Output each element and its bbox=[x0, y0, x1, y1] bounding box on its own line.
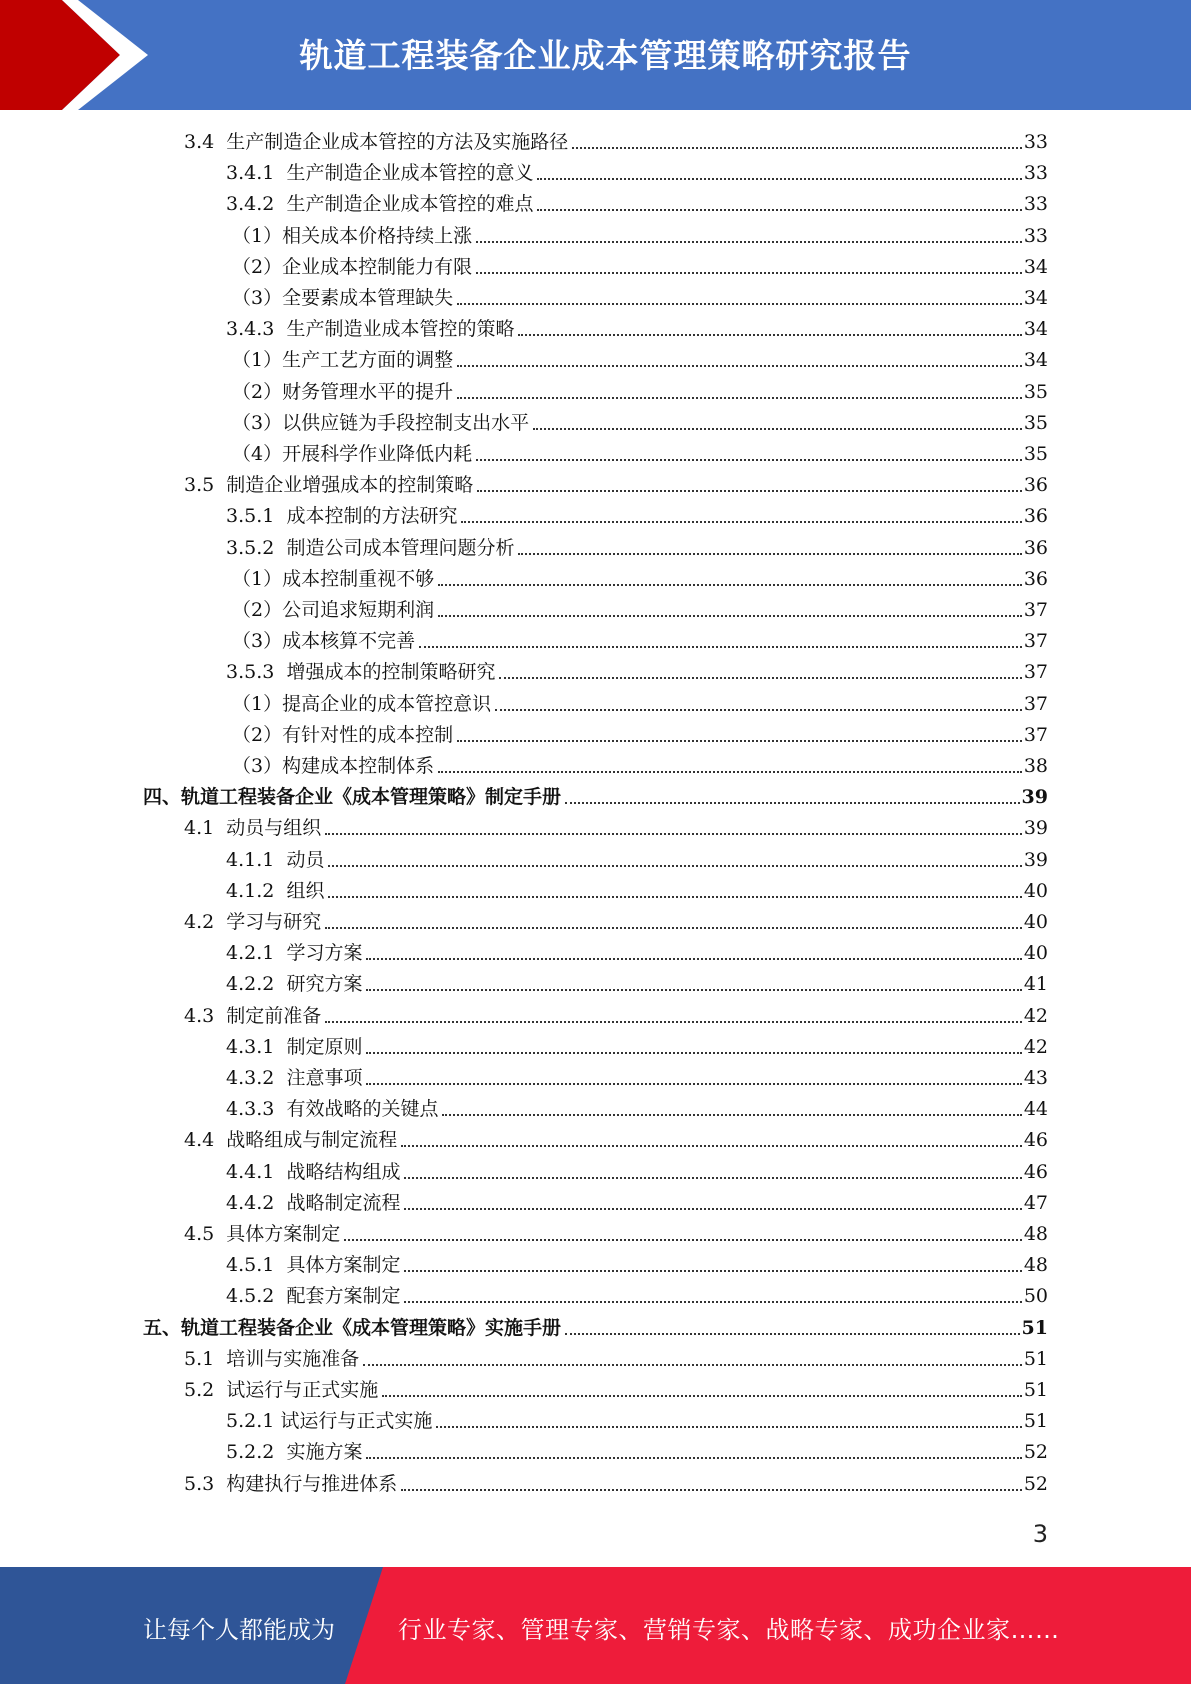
toc-entry[interactable] bbox=[226, 1032, 1048, 1063]
toc-entry-number: 4.3.2 bbox=[226, 1067, 287, 1089]
toc-entry[interactable] bbox=[232, 345, 1048, 376]
toc-entry-page: 33 bbox=[1023, 224, 1048, 247]
toc-entry-title: 轨道工程装备企业《成本管理策略》制定手册 bbox=[181, 786, 562, 809]
toc-entry-title: 注意事项 bbox=[286, 1067, 363, 1089]
toc-entry-page: 48 bbox=[1023, 1223, 1048, 1245]
toc-leader-dots bbox=[366, 957, 1021, 960]
toc-entry-title: 制造企业增强成本的控制策略 bbox=[226, 474, 474, 497]
toc-entry-title: 培训与实施准备 bbox=[226, 1347, 360, 1370]
toc-entry-title: 战略组成与制定流程 bbox=[226, 1129, 398, 1152]
toc-entry-number: 3.5.2 bbox=[226, 536, 287, 559]
toc-entry-title: 财务管理水平的提升 bbox=[282, 380, 454, 403]
toc-entry-number: 4.2.1 bbox=[226, 942, 287, 965]
toc-entry-number: 4.4.1 bbox=[226, 1160, 287, 1183]
toc-leader-dots bbox=[438, 583, 1022, 586]
toc-entry-title: 生产制造企业成本管控的难点 bbox=[286, 193, 534, 216]
toc-entry-title: 成本控制重视不够 bbox=[282, 567, 435, 590]
toc-entry[interactable] bbox=[232, 283, 1048, 314]
toc-entry-page: 52 bbox=[1023, 1472, 1048, 1495]
toc-leader-dots bbox=[436, 1425, 1021, 1428]
toc-entry-title: 开展科学作业降低内耗 bbox=[282, 443, 473, 465]
toc-entry[interactable] bbox=[226, 657, 1048, 688]
toc-entry-page: 40 bbox=[1023, 879, 1048, 902]
header-banner bbox=[0, 0, 1191, 110]
toc-entry[interactable] bbox=[232, 439, 1048, 470]
page-title: 轨道工程装备企业成本管理策略研究报告 bbox=[299, 36, 912, 75]
toc-leader-dots bbox=[325, 832, 1022, 835]
toc-entry-page: 52 bbox=[1023, 1441, 1048, 1464]
toc-entry[interactable] bbox=[232, 626, 1048, 657]
toc-entry[interactable] bbox=[226, 969, 1048, 1000]
toc-leader-dots bbox=[366, 1051, 1021, 1054]
toc-entry-number: 3.5.1 bbox=[226, 505, 287, 528]
toc-entry-page: 51 bbox=[1023, 1410, 1048, 1433]
toc-entry[interactable] bbox=[232, 408, 1048, 439]
toc-entry[interactable] bbox=[226, 1157, 1048, 1188]
toc-entry-number: （2） bbox=[232, 255, 283, 278]
toc-leader-dots bbox=[404, 1300, 1021, 1303]
toc-entry-number: （1） bbox=[232, 692, 283, 715]
toc-leader-dots bbox=[366, 1456, 1021, 1459]
toc-entry[interactable] bbox=[226, 533, 1048, 564]
toc-entry-title: 具体方案制定 bbox=[226, 1223, 341, 1245]
toc-entry-title: 增强成本的控制策略研究 bbox=[286, 661, 496, 684]
toc-entry[interactable] bbox=[184, 813, 1048, 844]
toc-entry-page: 36 bbox=[1023, 505, 1048, 528]
toc-entry-number: （2） bbox=[232, 723, 283, 746]
toc-entry[interactable] bbox=[226, 1188, 1048, 1219]
toc-leader-dots bbox=[344, 1238, 1022, 1241]
toc-entry-number: （1） bbox=[232, 349, 283, 372]
toc-leader-dots bbox=[438, 614, 1022, 617]
toc-entry-title: 全要素成本管理缺失 bbox=[282, 287, 454, 309]
toc-entry-title: 战略结构组成 bbox=[286, 1160, 401, 1183]
toc-entry-page: 37 bbox=[1023, 723, 1048, 746]
toc-entry-number: 4.1 bbox=[184, 817, 227, 840]
toc-entry-page: 40 bbox=[1023, 911, 1048, 933]
toc-entry-page: 34 bbox=[1023, 287, 1048, 309]
toc-entry-page: 46 bbox=[1023, 1160, 1048, 1183]
toc-entry-title: 构建执行与推进体系 bbox=[226, 1472, 398, 1495]
toc-entry-number: 3.4.1 bbox=[226, 162, 287, 185]
toc-entry-title: 试运行与正式实施 bbox=[280, 1410, 433, 1433]
toc-entry-title: 动员 bbox=[286, 848, 325, 871]
toc-entry[interactable] bbox=[184, 1219, 1048, 1250]
toc-entry-number: 五、 bbox=[143, 1316, 182, 1339]
toc-leader-dots bbox=[366, 1082, 1021, 1085]
toc-entry-title: 企业成本控制能力有限 bbox=[282, 255, 473, 278]
toc-entry-page: 36 bbox=[1023, 536, 1048, 559]
toc-leader-dots bbox=[438, 770, 1022, 773]
toc-entry[interactable] bbox=[184, 470, 1048, 501]
toc-entry-number: 5.1 bbox=[184, 1347, 227, 1370]
toc-entry-title: 生产制造业成本管控的策略 bbox=[286, 318, 515, 341]
toc-entry[interactable] bbox=[226, 1406, 1048, 1437]
toc-entry[interactable] bbox=[184, 1469, 1048, 1500]
toc-entry-page: 33 bbox=[1023, 162, 1048, 185]
toc-entry-page: 38 bbox=[1023, 755, 1048, 777]
toc-entry-page: 47 bbox=[1023, 1191, 1048, 1214]
toc-entry-page: 43 bbox=[1023, 1067, 1048, 1089]
toc-leader-dots bbox=[419, 645, 1022, 648]
toc-entry-page: 39 bbox=[1023, 817, 1048, 840]
toc-leader-dots bbox=[404, 1269, 1021, 1272]
toc-entry[interactable] bbox=[232, 377, 1048, 408]
toc-entry-page: 35 bbox=[1023, 380, 1048, 403]
toc-entry-page: 39 bbox=[1021, 786, 1048, 809]
toc-entry-title: 战略制定流程 bbox=[286, 1191, 401, 1214]
toc-entry-page: 34 bbox=[1023, 255, 1048, 278]
toc-leader-dots bbox=[382, 1394, 1022, 1397]
toc-entry-number: 4.3.1 bbox=[226, 1035, 287, 1058]
toc-entry-page: 37 bbox=[1023, 630, 1048, 653]
toc-entry[interactable] bbox=[184, 1344, 1048, 1375]
toc-entry[interactable] bbox=[184, 1001, 1048, 1032]
toc-entry[interactable] bbox=[226, 1063, 1048, 1094]
toc-entry[interactable] bbox=[232, 252, 1048, 283]
toc-entry-page: 37 bbox=[1023, 661, 1048, 684]
toc-leader-dots bbox=[461, 520, 1021, 523]
toc-entry-number: （2） bbox=[232, 599, 283, 621]
toc-leader-dots bbox=[537, 177, 1021, 180]
toc-entry-number: 5.2 bbox=[184, 1379, 227, 1401]
toc-entry[interactable] bbox=[226, 1437, 1048, 1468]
toc-entry-title: 组织 bbox=[286, 879, 325, 902]
toc-entry-page: 44 bbox=[1023, 1098, 1048, 1121]
toc-entry-number: 5.2.1 bbox=[226, 1410, 281, 1433]
toc-entry-title: 成本核算不完善 bbox=[282, 630, 416, 653]
toc-leader-dots bbox=[495, 708, 1022, 711]
toc-leader-dots bbox=[363, 1363, 1022, 1366]
toc-leader-dots bbox=[565, 1332, 1020, 1335]
toc-entry-title: 实施方案 bbox=[286, 1441, 363, 1464]
toc-leader-dots bbox=[325, 1020, 1022, 1023]
toc-entry[interactable] bbox=[226, 314, 1048, 345]
toc-entry-title: 制造公司成本管理问题分析 bbox=[286, 536, 515, 559]
toc-entry-page: 51 bbox=[1023, 1379, 1048, 1401]
toc-entry-number: 3.4 bbox=[184, 131, 227, 153]
toc-entry-page: 37 bbox=[1023, 599, 1048, 621]
toc-entry-title: 生产工艺方面的调整 bbox=[282, 349, 454, 372]
toc-leader-dots bbox=[537, 208, 1021, 211]
toc-entry-page: 48 bbox=[1023, 1254, 1048, 1277]
toc-entry-title: 轨道工程装备企业《成本管理策略》实施手册 bbox=[181, 1316, 562, 1339]
toc-leader-dots bbox=[533, 427, 1022, 430]
toc-entry-page: 35 bbox=[1023, 443, 1048, 465]
toc-entry[interactable] bbox=[232, 689, 1048, 720]
toc-leader-dots bbox=[442, 1113, 1021, 1116]
toc-entry[interactable] bbox=[232, 564, 1048, 595]
toc-entry[interactable] bbox=[184, 1375, 1048, 1406]
toc-entry-page: 42 bbox=[1023, 1035, 1048, 1058]
toc-entry-title: 公司追求短期利润 bbox=[282, 599, 435, 621]
toc-entry-number: 4.2 bbox=[184, 911, 227, 933]
toc-entry-number: 四、 bbox=[143, 786, 182, 809]
toc-entry-title: 制定前准备 bbox=[226, 1004, 322, 1027]
toc-entry-number: 4.5.2 bbox=[226, 1285, 287, 1308]
toc-entry[interactable] bbox=[226, 1250, 1048, 1281]
toc-entry[interactable] bbox=[184, 907, 1048, 938]
toc-entry-number: （4） bbox=[232, 443, 283, 465]
toc-leader-dots bbox=[518, 333, 1021, 336]
toc-entry-title: 相关成本价格持续上涨 bbox=[282, 224, 473, 247]
footer-roles: 行业专家、管理专家、营销专家、战略专家、成功企业家…… bbox=[398, 1616, 1060, 1644]
toc-entry-page: 36 bbox=[1023, 567, 1048, 590]
toc-entry-number: 5.2.2 bbox=[226, 1441, 287, 1464]
toc-entry-number: 3.5.3 bbox=[226, 661, 287, 684]
toc-entry-page: 34 bbox=[1023, 318, 1048, 341]
toc-leader-dots bbox=[565, 801, 1020, 804]
toc-entry-page: 33 bbox=[1023, 131, 1048, 153]
toc-entry-number: 3.4.2 bbox=[226, 193, 287, 216]
toc-entry[interactable] bbox=[143, 1313, 1048, 1344]
toc-entry[interactable] bbox=[232, 595, 1048, 626]
toc-leader-dots bbox=[477, 489, 1022, 492]
toc-leader-dots bbox=[457, 364, 1022, 367]
toc-entry-page: 46 bbox=[1023, 1129, 1048, 1152]
toc-entry-page: 39 bbox=[1023, 848, 1048, 871]
toc-entry[interactable] bbox=[226, 845, 1048, 876]
toc-entry-number: 4.3.3 bbox=[226, 1098, 287, 1121]
toc-entry-number: 4.1.2 bbox=[226, 879, 287, 902]
toc-entry-page: 51 bbox=[1023, 1347, 1048, 1370]
toc-entry-number: 3.4.3 bbox=[226, 318, 287, 341]
toc-leader-dots bbox=[325, 926, 1022, 929]
toc-entry-title: 有针对性的成本控制 bbox=[282, 723, 454, 746]
toc-entry[interactable] bbox=[232, 221, 1048, 252]
toc-entry-page: 34 bbox=[1023, 349, 1048, 372]
toc-entry-number: （2） bbox=[232, 380, 283, 403]
toc-entry-page: 50 bbox=[1023, 1285, 1048, 1308]
toc-entry-title: 成本控制的方法研究 bbox=[286, 505, 458, 528]
toc-leader-dots bbox=[476, 240, 1022, 243]
toc-entry-number: 4.5 bbox=[184, 1223, 227, 1245]
toc-leader-dots bbox=[328, 864, 1021, 867]
toc-entry-number: （1） bbox=[232, 224, 283, 247]
toc-entry[interactable] bbox=[226, 1281, 1048, 1312]
toc-entry-title: 学习与研究 bbox=[226, 911, 322, 933]
toc-entry[interactable] bbox=[184, 1125, 1048, 1156]
toc-entry-number: （3） bbox=[232, 411, 283, 434]
toc-leader-dots bbox=[401, 1488, 1022, 1491]
toc-leader-dots bbox=[457, 396, 1022, 399]
toc-entry[interactable] bbox=[226, 189, 1048, 220]
toc-entry-page: 42 bbox=[1023, 1004, 1048, 1027]
toc-leader-dots bbox=[366, 988, 1021, 991]
toc-leader-dots bbox=[476, 458, 1022, 461]
toc-entry-title: 试运行与正式实施 bbox=[226, 1379, 379, 1401]
toc-entry-page: 37 bbox=[1023, 692, 1048, 715]
toc-entry-page: 41 bbox=[1023, 973, 1048, 996]
toc-entry-title: 具体方案制定 bbox=[286, 1254, 401, 1277]
toc-entry[interactable] bbox=[232, 751, 1048, 782]
toc-leader-dots bbox=[499, 676, 1021, 679]
toc-entry-page: 33 bbox=[1023, 193, 1048, 216]
toc-entry-title: 有效战略的关键点 bbox=[286, 1098, 439, 1121]
toc-entry-page: 40 bbox=[1023, 942, 1048, 965]
toc-leader-dots bbox=[404, 1207, 1021, 1210]
toc-entry[interactable] bbox=[226, 938, 1048, 969]
toc-entry-number: 3.5 bbox=[184, 474, 227, 497]
toc-leader-dots bbox=[401, 1144, 1022, 1147]
toc-entry-number: 4.5.1 bbox=[226, 1254, 287, 1277]
toc-entry-number: 4.1.1 bbox=[226, 848, 287, 871]
toc-leader-dots bbox=[457, 302, 1022, 305]
toc-leader-dots bbox=[457, 739, 1022, 742]
footer-slogan: 让每个人都能成为 bbox=[143, 1616, 335, 1644]
toc-entry-title: 生产制造企业成本管控的意义 bbox=[286, 162, 534, 185]
toc-entry[interactable] bbox=[226, 501, 1048, 532]
toc-entry-number: 5.3 bbox=[184, 1472, 227, 1495]
toc-entry-number: （3） bbox=[232, 630, 283, 653]
toc-entry-page: 36 bbox=[1023, 474, 1048, 497]
toc-entry[interactable] bbox=[143, 782, 1048, 813]
footer-banner bbox=[0, 1567, 1191, 1684]
toc-entry-title: 提高企业的成本管控意识 bbox=[282, 692, 492, 715]
toc-entry[interactable] bbox=[226, 158, 1048, 189]
toc-leader-dots bbox=[328, 895, 1021, 898]
toc-entry[interactable] bbox=[184, 127, 1048, 158]
toc-leader-dots bbox=[572, 146, 1022, 149]
toc-entry-number: 4.4.2 bbox=[226, 1191, 287, 1214]
toc-leader-dots bbox=[404, 1176, 1021, 1179]
toc-entry[interactable] bbox=[232, 720, 1048, 751]
toc-leader-dots bbox=[476, 271, 1022, 274]
page-number: 3 bbox=[1032, 1520, 1048, 1548]
toc-entry-title: 学习方案 bbox=[286, 942, 363, 965]
toc-entry-number: （3） bbox=[232, 287, 283, 309]
toc-entry[interactable] bbox=[226, 1094, 1048, 1125]
toc-entry-page: 51 bbox=[1021, 1316, 1048, 1339]
toc-entry-title: 构建成本控制体系 bbox=[282, 755, 435, 777]
toc-entry-number: （1） bbox=[232, 567, 283, 590]
toc-entry-title: 生产制造企业成本管控的方法及实施路径 bbox=[226, 131, 569, 153]
toc-entry-title: 以供应链为手段控制支出水平 bbox=[282, 411, 530, 434]
toc-entry-page: 35 bbox=[1023, 411, 1048, 434]
toc-entry-title: 研究方案 bbox=[286, 973, 363, 996]
toc-entry[interactable] bbox=[226, 876, 1048, 907]
toc-entry-number: 4.3 bbox=[184, 1004, 227, 1027]
toc-entry-number: （3） bbox=[232, 755, 283, 777]
toc-entry-number: 4.4 bbox=[184, 1129, 227, 1152]
toc-entry-title: 动员与组织 bbox=[226, 817, 322, 840]
toc-entry-title: 配套方案制定 bbox=[286, 1285, 401, 1308]
toc-entry-title: 制定原则 bbox=[286, 1035, 363, 1058]
toc-leader-dots bbox=[518, 552, 1021, 555]
toc-entry-number: 4.2.2 bbox=[226, 973, 287, 996]
